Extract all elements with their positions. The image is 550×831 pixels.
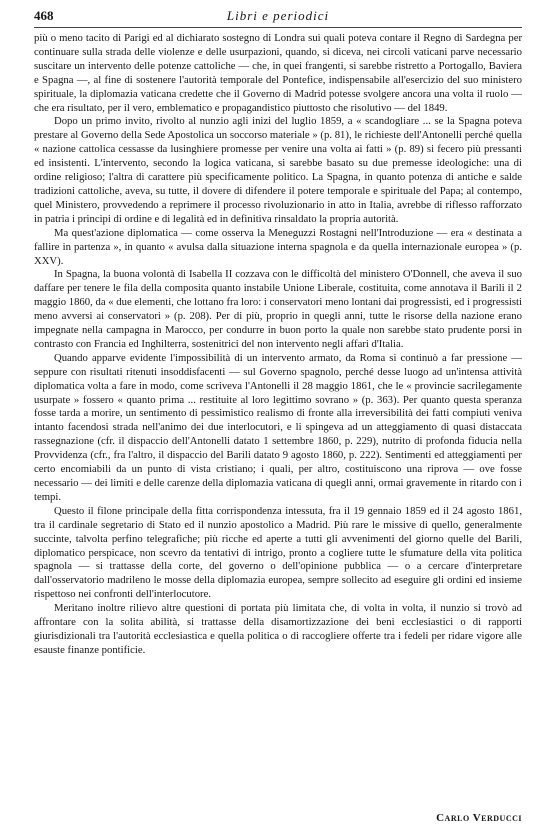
paragraph: Meritano inoltre rilievo altre questioni di portata più limitata che, di volta in volta, il nunzio si trovò ad affrontare con la solita abilità, si trattasse della disamortizzazione dei beni ecclesiastici o di rapporti giurisdizionali tra l'autorità ecclesiastica e quella politica o di raccogliere offerte tra i fedeli per ridare vigore alle esauste finanze pontificie.: [34, 602, 522, 656]
paragraph: Quando apparve evidente l'impossibilità di un intervento armato, da Roma si continuò a far pressione — seppure con risultati ritenuti insoddisfacenti — sul Governo spagnolo, perché desse luogo ad un'intensa attività diplomatica volta a fare in modo, come scriveva l'Antonelli il 28 maggio 1861, che le « provincie sacrilegamente usurpate » fossero « quanto prima ... restituite al loro legittimo sovrano » (p. 363). Per quanto questa speranza fosse tarda a morire, un sentimento di pessimistico realismo di fronte alla irreversibilità dei fatti compiuti veniva intanto facendosi strada nell'animo dei due interlocutori, e li spingeva ad un atteggiamento di quasi distaccata rassegnazione (cfr. il dispaccio dell'Antonelli datato 1 settembre 1860, p. 229), nutrito di profonda fiducia nella Provvidenza (cfr., fra l'altro, il dispaccio del Barili datato 9 agosto 1860, p. 222). Sentimenti ed atteggiamenti per certo encomiabili da un punto di vista cristiano; i quali, per altro, costituiscono una riprova — ove fosse necessario — dei limiti e delle carenze della diplomazia vaticana di quegli anni, ormai gravemente in ritardo con i tempi.: [34, 351, 522, 503]
paragraph: Ma quest'azione diplomatica — come osserva la Meneguzzi Rostagni nell'Introduzione — era « destinata a fallire in partenza », in quanto « avulsa dalla situazione interna spagnola e da quella internazionale europea » (p. XXV).: [34, 226, 522, 267]
running-head: Libri e periodici: [226, 8, 330, 23]
paragraph: In Spagna, la buona volontà di Isabella II cozzava con le difficoltà del ministero O'Donnell, che aveva il suo daffare per tenere le fila della composita quanto instabile Unione Liberale, costituita, come annotava il Barili il 2 maggio 1860, da « due elementi, che lottano fra loro: i conservatori meno lontani dai progressisti, ed i progressisti meno avversi ai conservatori » (p. 208). Per di più, proprio in quegli anni, tutte le risorse della nazione erano impegnate nella campagna in Marocco, per condurre in buon porto la quale non sarebbe stato prudente porsi in contrasto con Francia ed Inghilterra, sostenitrici del non intervento negli affari d'Italia.: [34, 268, 522, 350]
page-header: [34, 6, 522, 26]
page-number: 468: [34, 8, 54, 23]
article-body: [34, 32, 522, 658]
header-rule: [34, 27, 522, 28]
paragraph: Questo il filone principale della fitta corrispondenza intessuta, fra il 19 gennaio 1859 ed il 24 agosto 1861, tra il cardinale segretario di Stato ed il nunzio apostolico a Madrid. Più rare le missive di quello, generalmente succinte, talvolta perfino telegrafiche; più ricche ed aperte a tutti gli avvenimenti del giorno quelle del Barili, diplomatico perspicace, non scevro da tentativi di intrigo, pronto a cogliere tutte le sfumature della vita politica spagnola — si trattasse della corte, del governo o dell'opinione pubblica — o a cercare d'interpretare dall'osservatorio madrileno le mosse della diplomazia europea, sempre sollecito ad eseguire gli ordini ed insieme rispettoso nei confronti dell'interlocutore.: [34, 504, 522, 601]
author-signature: Carlo Verducci: [436, 812, 522, 824]
paragraph: Dopo un primo invito, rivolto al nunzio agli inizi del luglio 1859, a « scandogliare ... se la Spagna poteva prestare al Governo della Sede Apostolica un soccorso materiale » (p. 81), le richieste dell'Antonelli perché quella « nazione cattolica cessasse da lusinghiere promesse per venire una volta ai fatti » (p. 89) si fecero più pressanti ed insistenti. L'intervento, secondo la logica vaticana, si sarebbe basato su due premesse ideologiche: una di ordine religioso; l'altra di carattere più specificamente politico. La Spagna, in quanto potenza di antiche e salde tradizioni cattoliche, aveva, su tutte, il dovere di difendere il potere temporale e spirituale del Papa; al contempo, quel Ministero, provvedendo a reprimere il processo rivoluzionario in atto in Italia, avrebbe di riflesso rafforzato in patria i principi di ordine e di legalità ed in definitiva rinsaldato la propria autorità.: [34, 115, 522, 225]
paragraph: più o meno tacito di Parigi ed al dichiarato sostegno di Londra sui quali poteva contare il Regno di Sardegna per continuare sulla strada delle violenze e delle usurpazioni, quando, si diceva, nei circoli vaticani parve necessario suscitare un intervento delle potenze cattoliche — che, in quei frangenti, si sarebbe ristretto a Portogallo, Baviera e Spagna —, al fine di sostenere l'autorità temporale del Pontefice, indispensabile all'esercizio del suo ministero spirituale, la diplomazia vaticana credette che il Governo di Madrid potesse svolgere ancora una volta il ruolo — che era risultato, per il vero, emblematico e propagandistico piuttosto che risolutivo — del 1849.: [34, 32, 522, 114]
